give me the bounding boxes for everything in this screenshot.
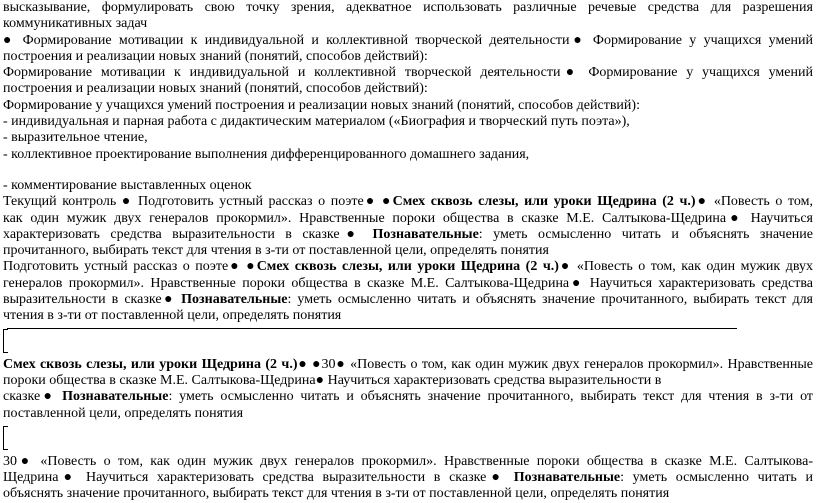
bullet-icon: ● [297,356,308,372]
text-line: Смех сквозь слезы, или уроки Щедрина (2 ч.)● ●30● «Повесть о том, как один мужик двух генералов прокормил». Нравственные [3,356,813,372]
paragraph-motivation-1 [3,33,813,66]
bullet-icon: ● [558,259,572,275]
bullet-icon: ● [569,32,586,48]
paragraph-communication [3,0,813,33]
bullet-icon: ● [246,259,257,275]
bullet-icon: ● [312,356,322,372]
text-line: пороки общества в сказке М.Е. Салтыкова-Щедрина● Научиться характеризовать средства выразительности в [3,372,662,388]
bullet-icon: ● [40,389,56,405]
paragraph-current-control [3,194,813,259]
bullet-icon: ● [335,356,346,372]
table-rule [7,328,737,329]
text-line: Щедрина● Научиться характеризовать средства выразительности в сказке● Познавательные: уметь осмысленно читать и [3,470,813,486]
table-cell-border [3,426,8,450]
blank-line [3,163,813,178]
bullet-icon: ● [315,372,325,388]
text-line: сказке● Познавательные: уметь осмысленно читать и объяснять значение прочитанного, выбирать текст для чтения в з-ти от [3,389,813,405]
text-line: чтения в з-ти от поставленной цели, определять понятия [3,308,342,324]
bullet-icon: ● [695,194,709,210]
text-line: объяснять значение прочитанного, выбирать текст для чтения в з-ти от поставленной цели, определять понятия [3,486,670,502]
text-line: выразительности в сказке● Познавательные: уметь осмысленно читать и объяснять значение прочитанного, выбирать текст для [3,292,813,308]
bullet-icon: ● [161,292,176,308]
text-line: генералов прокормил». Нравственные пороки общества в сказке М.Е. Салтыкова-Щедрина● Научиться характеризовать средства [3,275,813,291]
list-item: - индивидуальная и парная работа с дидактическим материалом («Биография и творческий путь поэта»), [3,114,630,130]
text-line: Формирование мотивации к индивидуальной и коллективной творческой деятельности● Формирование у учащихся умений [3,65,813,81]
bullet-icon: ● [486,470,506,486]
text-line: Подготовить устный рассказ о поэте● ●Смех сквозь слезы, или уроки Щедрина (2 ч.)● «Повесть о том, как один мужик двух [3,259,813,275]
paragraph-tale [3,454,813,503]
text-line: как один мужик двух генералов прокормил». Нравственные пороки общества в сказке М.Е. Салтыкова-Щедрина● Научиться [3,210,813,226]
bullet-icon: ● [382,194,393,210]
activity-list [3,98,813,194]
text-line: построения и реализации новых знаний (понятий, способов действий): [3,48,428,64]
text-line: построения и реализации новых знаний (понятий, способов действий): [3,81,428,97]
list-item: - коллективное проектирование выполнения дифференцированного домашнего задания, [3,146,530,162]
table-cell-border [3,329,8,353]
text-line: высказывание, формулировать свою точку зрения, адекватное использовать различные речевые средства для разрешения [3,0,813,15]
list-item: - выразительное чтение, [3,130,148,146]
bullet-icon: ● [3,32,16,48]
bullet-icon: ● [121,194,133,210]
paragraph-motivation-2 [3,65,813,98]
list-intro: Формирование у учащихся умений построения и реализации новых знаний (понятий, способов действий): [3,97,640,113]
bullet-icon: ● [569,275,584,291]
paragraph-story [3,259,813,324]
bullet-icon: ● [228,259,241,275]
text-line: характеризовать средства выразительности в сказке● Познавательные: уметь осмысленно читать и объяснять значение [3,226,813,242]
list-item: - комментирование выставленных оценок [3,177,252,193]
text-line: ● Формирование мотивации к индивидуальной и коллективной творческой деятельности● Формирование у учащихся умений [3,32,814,48]
bullet-icon: ● [58,470,78,486]
bullet-icon: ● [726,210,743,226]
bullet-icon: ● [17,453,34,469]
text-line: Текущий контроль ● Подготовить устный рассказ о поэте● ●Смех сквозь слезы, или уроки Щедрина (2 ч.)● «Повесть о том, [3,194,813,210]
paragraph-laugh-through-tears [3,357,813,422]
bullet-icon: ● [339,226,362,242]
bullet-icon: ● [363,194,377,210]
text-line: прочитанного, выбирать текст для чтения в з-ти от поставленной цели, определять понятия [3,243,549,259]
text-line: поставленной цели, определять понятия [3,405,244,421]
text-line: коммуникативных задач [3,16,148,32]
text-line: 30● «Повесть о том, как один мужик двух генералов прокормил». Нравственные пороки общества в сказке М.Е. Салтыкова- [3,453,813,469]
bullet-icon: ● [560,65,580,81]
